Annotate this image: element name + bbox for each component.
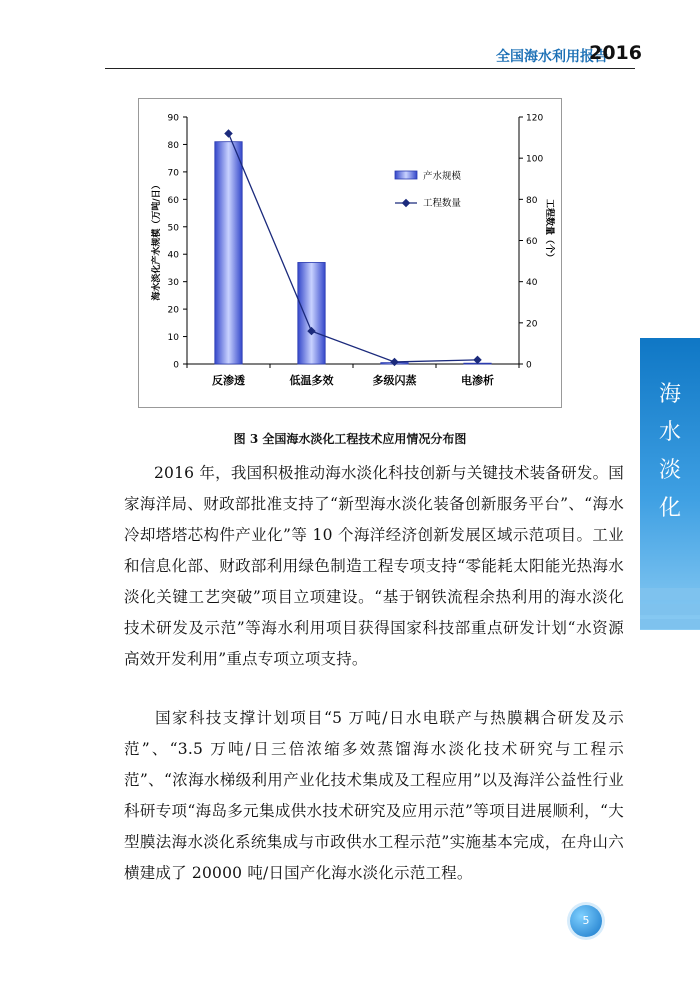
- legend-swatch-production: [395, 171, 417, 179]
- x-category-label: 电渗析: [461, 374, 494, 387]
- legend-marker-projects: [402, 199, 410, 207]
- section-side-tab: [640, 338, 700, 630]
- left-tick-label: 40: [167, 250, 179, 261]
- section-label-char: 海: [658, 382, 681, 407]
- line-point-project-count: [224, 129, 232, 137]
- paragraph-text: 国家科技支撑计划项目“5 万吨/日水电联产与热膜耦合研发及示范”、“3.5 万吨/日三倍浓缩多效蒸馏海水淡化技术研究与工程示范”、“浓海水梯级利用产业化技术集成及工程应用”以及海洋公益性行业科研专项“海岛多元集成供水技术研究及应用示范”等项目进展顺利，“大型膜法海水淡化系统集成与市政供水工程示范”实施基本完成，在舟山六横建成了 20000 吨/日国产化海水淡化示范工程。: [124, 709, 624, 882]
- x-category-label: 多级闪蒸: [372, 374, 417, 387]
- bar-production: [215, 142, 242, 364]
- section-label-char: 淡: [658, 458, 681, 483]
- right-tick-label: 80: [526, 195, 538, 206]
- left-axis-title: 海水淡化产水规模（万吨/日）: [152, 180, 162, 301]
- left-tick-label: 0: [173, 360, 179, 371]
- right-tick-label: 20: [526, 319, 538, 330]
- left-tick-label: 90: [167, 113, 179, 124]
- page-header: [0, 0, 700, 70]
- right-tick-label: 100: [526, 154, 544, 165]
- left-tick-label: 80: [167, 140, 179, 151]
- report-year: 2016: [589, 42, 642, 64]
- decor-stripe: [640, 588, 700, 600]
- left-tick-label: 60: [167, 195, 179, 206]
- section-label-char: 水: [658, 420, 681, 445]
- decor-stripe: [640, 619, 700, 629]
- report-title: 全国海水利用报告: [496, 49, 608, 65]
- right-tick-label: 40: [526, 278, 538, 289]
- production-chart: [139, 99, 561, 407]
- legend-label-projects: 工程数量: [423, 198, 462, 209]
- bar-production: [298, 262, 325, 364]
- section-label: [640, 376, 700, 528]
- right-tick-label: 60: [526, 237, 538, 247]
- header-divider: [105, 68, 635, 69]
- legend-label-production: 产水规模: [423, 171, 462, 182]
- body-paragraph-2: [124, 703, 624, 889]
- paragraph-text: 2016 年，我国积极推动海水淡化科技创新与关键技术装备研发。国家海洋局、财政部批准支持了“新型海水淡化装备创新服务平台”、“海水冷却塔塔芯构件产业化”等 10 个海洋经济创新发展区域示范项目。工业和信息化部、财政部利用绿色制造工程专项支持“零能耗太阳能光热海水淡化关键工艺突破”项目立项建设。“基于钢铁流程余热利用的海水淡化技术研发及示范”等海水利用项目获得国家科技部重点研发计划“水资源高效开发利用”重点专项立项支持。: [124, 464, 624, 668]
- figure-caption: 图 3 全国海水淡化工程技术应用情况分布图: [233, 432, 467, 446]
- line-point-project-count: [390, 358, 398, 366]
- chart-frame: [138, 98, 562, 408]
- page-number-badge: 5: [570, 905, 602, 937]
- left-tick-label: 20: [167, 305, 179, 316]
- section-label-char: 化: [658, 496, 681, 521]
- left-tick-label: 70: [167, 168, 179, 179]
- right-tick-label: 120: [526, 113, 544, 124]
- left-tick-label: 30: [167, 278, 179, 289]
- x-category-label: 反渗透: [212, 374, 245, 387]
- line-project-count: [229, 133, 478, 361]
- right-tick-label: 0: [526, 360, 532, 371]
- decor-stripe: [640, 604, 700, 615]
- left-tick-label: 10: [167, 333, 179, 344]
- x-category-label: 低温多效: [289, 374, 334, 387]
- body-paragraph-1: [124, 458, 624, 675]
- left-tick-label: 50: [167, 223, 179, 234]
- right-axis-title: 工程数量（个）: [544, 198, 554, 263]
